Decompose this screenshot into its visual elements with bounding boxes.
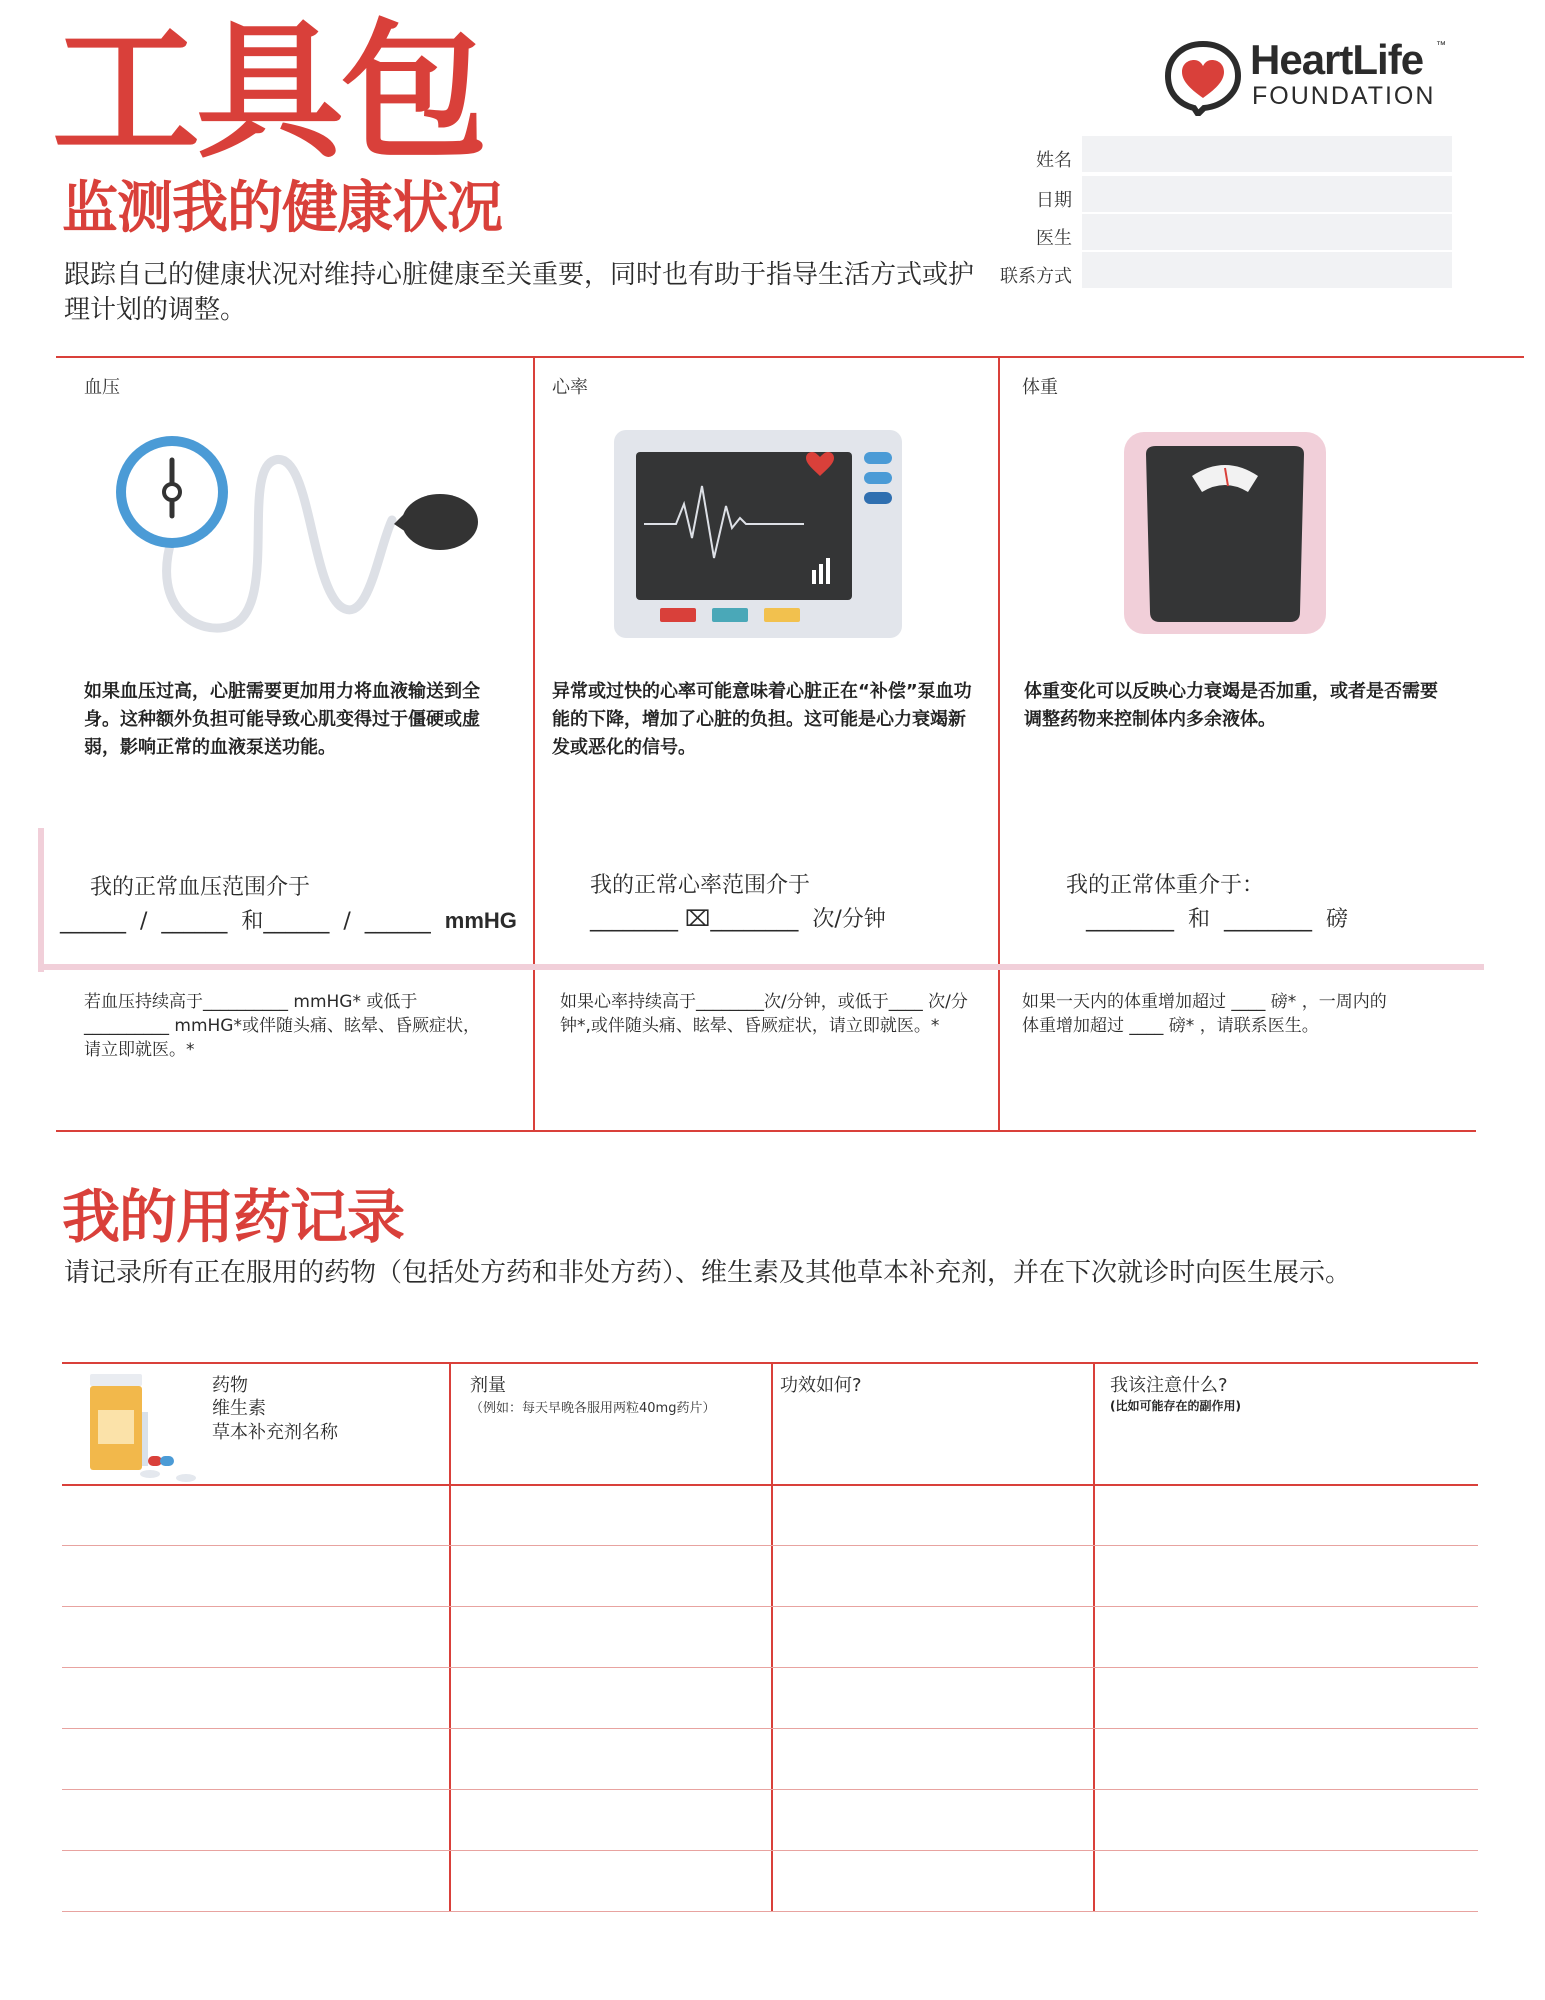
med-col-name-line2: 维生素 <box>212 1398 266 1420</box>
range-box-bottom-border <box>38 964 1484 970</box>
med-col-dose-label: 剂量 <box>470 1375 506 1396</box>
name-field[interactable] <box>1082 136 1452 172</box>
med-row-line <box>62 1606 1478 1607</box>
bp-range-unit: mmHG <box>444 908 517 933</box>
pill-bottle-icon <box>84 1374 204 1484</box>
grid-divider-1 <box>533 357 535 1130</box>
hr-warning: 如果心率持续高于________次/分钟，或低于____ 次/分钟*,或伴随头痛、眩晕、昏厥症状，请立即就医。* <box>560 992 968 1037</box>
med-col-dose-header <box>470 1374 715 1416</box>
med-col-effect-header: 功效如何? <box>780 1375 862 1396</box>
bp-description: 如果血压过高，心脏需要更加用力将血液输送到全身。这种额外负担可能导致心肌变得过于僵硬或虚弱，影响正常的血液泵送功能。 <box>84 681 480 758</box>
grid-divider-2 <box>998 357 1000 1130</box>
med-row-line <box>62 1667 1478 1668</box>
doctor-label: 医生 <box>1036 228 1072 249</box>
medication-intro: 请记录所有正在服用的药物（包括处方药和非处方药）、维生素及其他草本补充剂，并在下次就诊时向医生展示。 <box>64 1258 1352 1288</box>
med-row-line <box>62 1545 1478 1546</box>
med-col-name-header <box>212 1374 338 1444</box>
med-table-divider-3 <box>1093 1362 1095 1912</box>
med-row-line <box>62 1911 1478 1912</box>
grid-bottom-line <box>56 1130 1476 1132</box>
med-table-top-line <box>62 1362 1478 1364</box>
bp-range-input[interactable] <box>60 904 517 935</box>
blood-pressure-cuff-icon <box>110 430 480 640</box>
heartlife-logo-icon <box>1164 40 1242 116</box>
med-col-name-line1: 药物 <box>212 1375 248 1396</box>
bp-warning: 若血压持续高于__________ mmHG* 或低于__________ mmHG*或伴随头痛、眩晕、昏厥症状，请立即就医。* <box>84 992 480 1061</box>
weight-range-input[interactable]: ________ 和 ________ 磅 <box>1086 907 1348 932</box>
medication-section-title: 我的用药记录 <box>62 1183 405 1251</box>
weight-description: 体重变化可以反映心力衰竭是否加重，或者是否需要调整药物来控制体内多余液体。 <box>1024 681 1438 730</box>
bp-label: 血压 <box>84 377 120 398</box>
weight-warning: 如果一天内的体重增加超过 ____ 磅* ，一周内的体重增加超过 ____ 磅* ，请联系医生。 <box>1022 992 1387 1037</box>
med-col-caution-header <box>1110 1374 1241 1414</box>
weight-range-title: 我的正常体重介于： <box>1066 873 1265 898</box>
name-label: 姓名 <box>1036 150 1072 171</box>
med-table-header-line <box>62 1484 1478 1486</box>
intro-text: 跟踪自己的健康状况对维持心脏健康至关重要，同时也有助于指导生活方式或护理计划的调整。 <box>64 260 975 326</box>
heart-monitor-icon <box>614 430 902 640</box>
med-table-divider-2 <box>771 1362 773 1912</box>
date-field[interactable] <box>1082 176 1452 212</box>
bp-range-title: 我的正常血压范围介于 <box>90 875 311 900</box>
logo-wordmark: HeartLife <box>1250 36 1424 83</box>
page-subtitle: 监测我的健康状况 <box>62 176 502 241</box>
contact-field[interactable] <box>1082 252 1452 288</box>
med-row-line <box>62 1728 1478 1729</box>
logo-subtitle: FOUNDATION <box>1252 82 1436 110</box>
med-col-name-line3: 草本补充剂名称 <box>212 1421 338 1443</box>
med-col-dose-note: （例如：每天早晚各服用两粒40mg药片） <box>470 1401 716 1417</box>
bp-range-blanks: ______ / ______ 和______ / ______ <box>60 909 431 934</box>
page-title: 工具包 <box>52 6 484 178</box>
med-row-line <box>62 1850 1478 1851</box>
med-col-caution-label: 我该注意什么? <box>1110 1375 1228 1396</box>
hr-description: 异常或过快的心率可能意味着心脏正在“补偿”泵血功能的下降，增加了心脏的负担。这可能是心力衰竭新发或恶化的信号。 <box>552 681 972 758</box>
hr-label: 心率 <box>552 377 588 398</box>
med-table-divider-1 <box>449 1362 451 1912</box>
logo-trademark: ™ <box>1436 40 1446 51</box>
contact-label: 联系方式 <box>1000 266 1072 287</box>
grid-top-line <box>56 356 1524 358</box>
hr-range-input[interactable]: ________ ⌧________ 次/分钟 <box>590 907 886 932</box>
weight-scale-icon <box>1124 432 1326 636</box>
weight-label: 体重 <box>1022 377 1058 398</box>
date-label: 日期 <box>1036 190 1072 211</box>
hr-range-title: 我的正常心率范围介于 <box>590 873 811 898</box>
med-col-caution-note: (比如可能存在的副作用) <box>1110 1399 1241 1414</box>
range-box-left-border <box>38 828 44 972</box>
med-row-line <box>62 1789 1478 1790</box>
doctor-field[interactable] <box>1082 214 1452 250</box>
